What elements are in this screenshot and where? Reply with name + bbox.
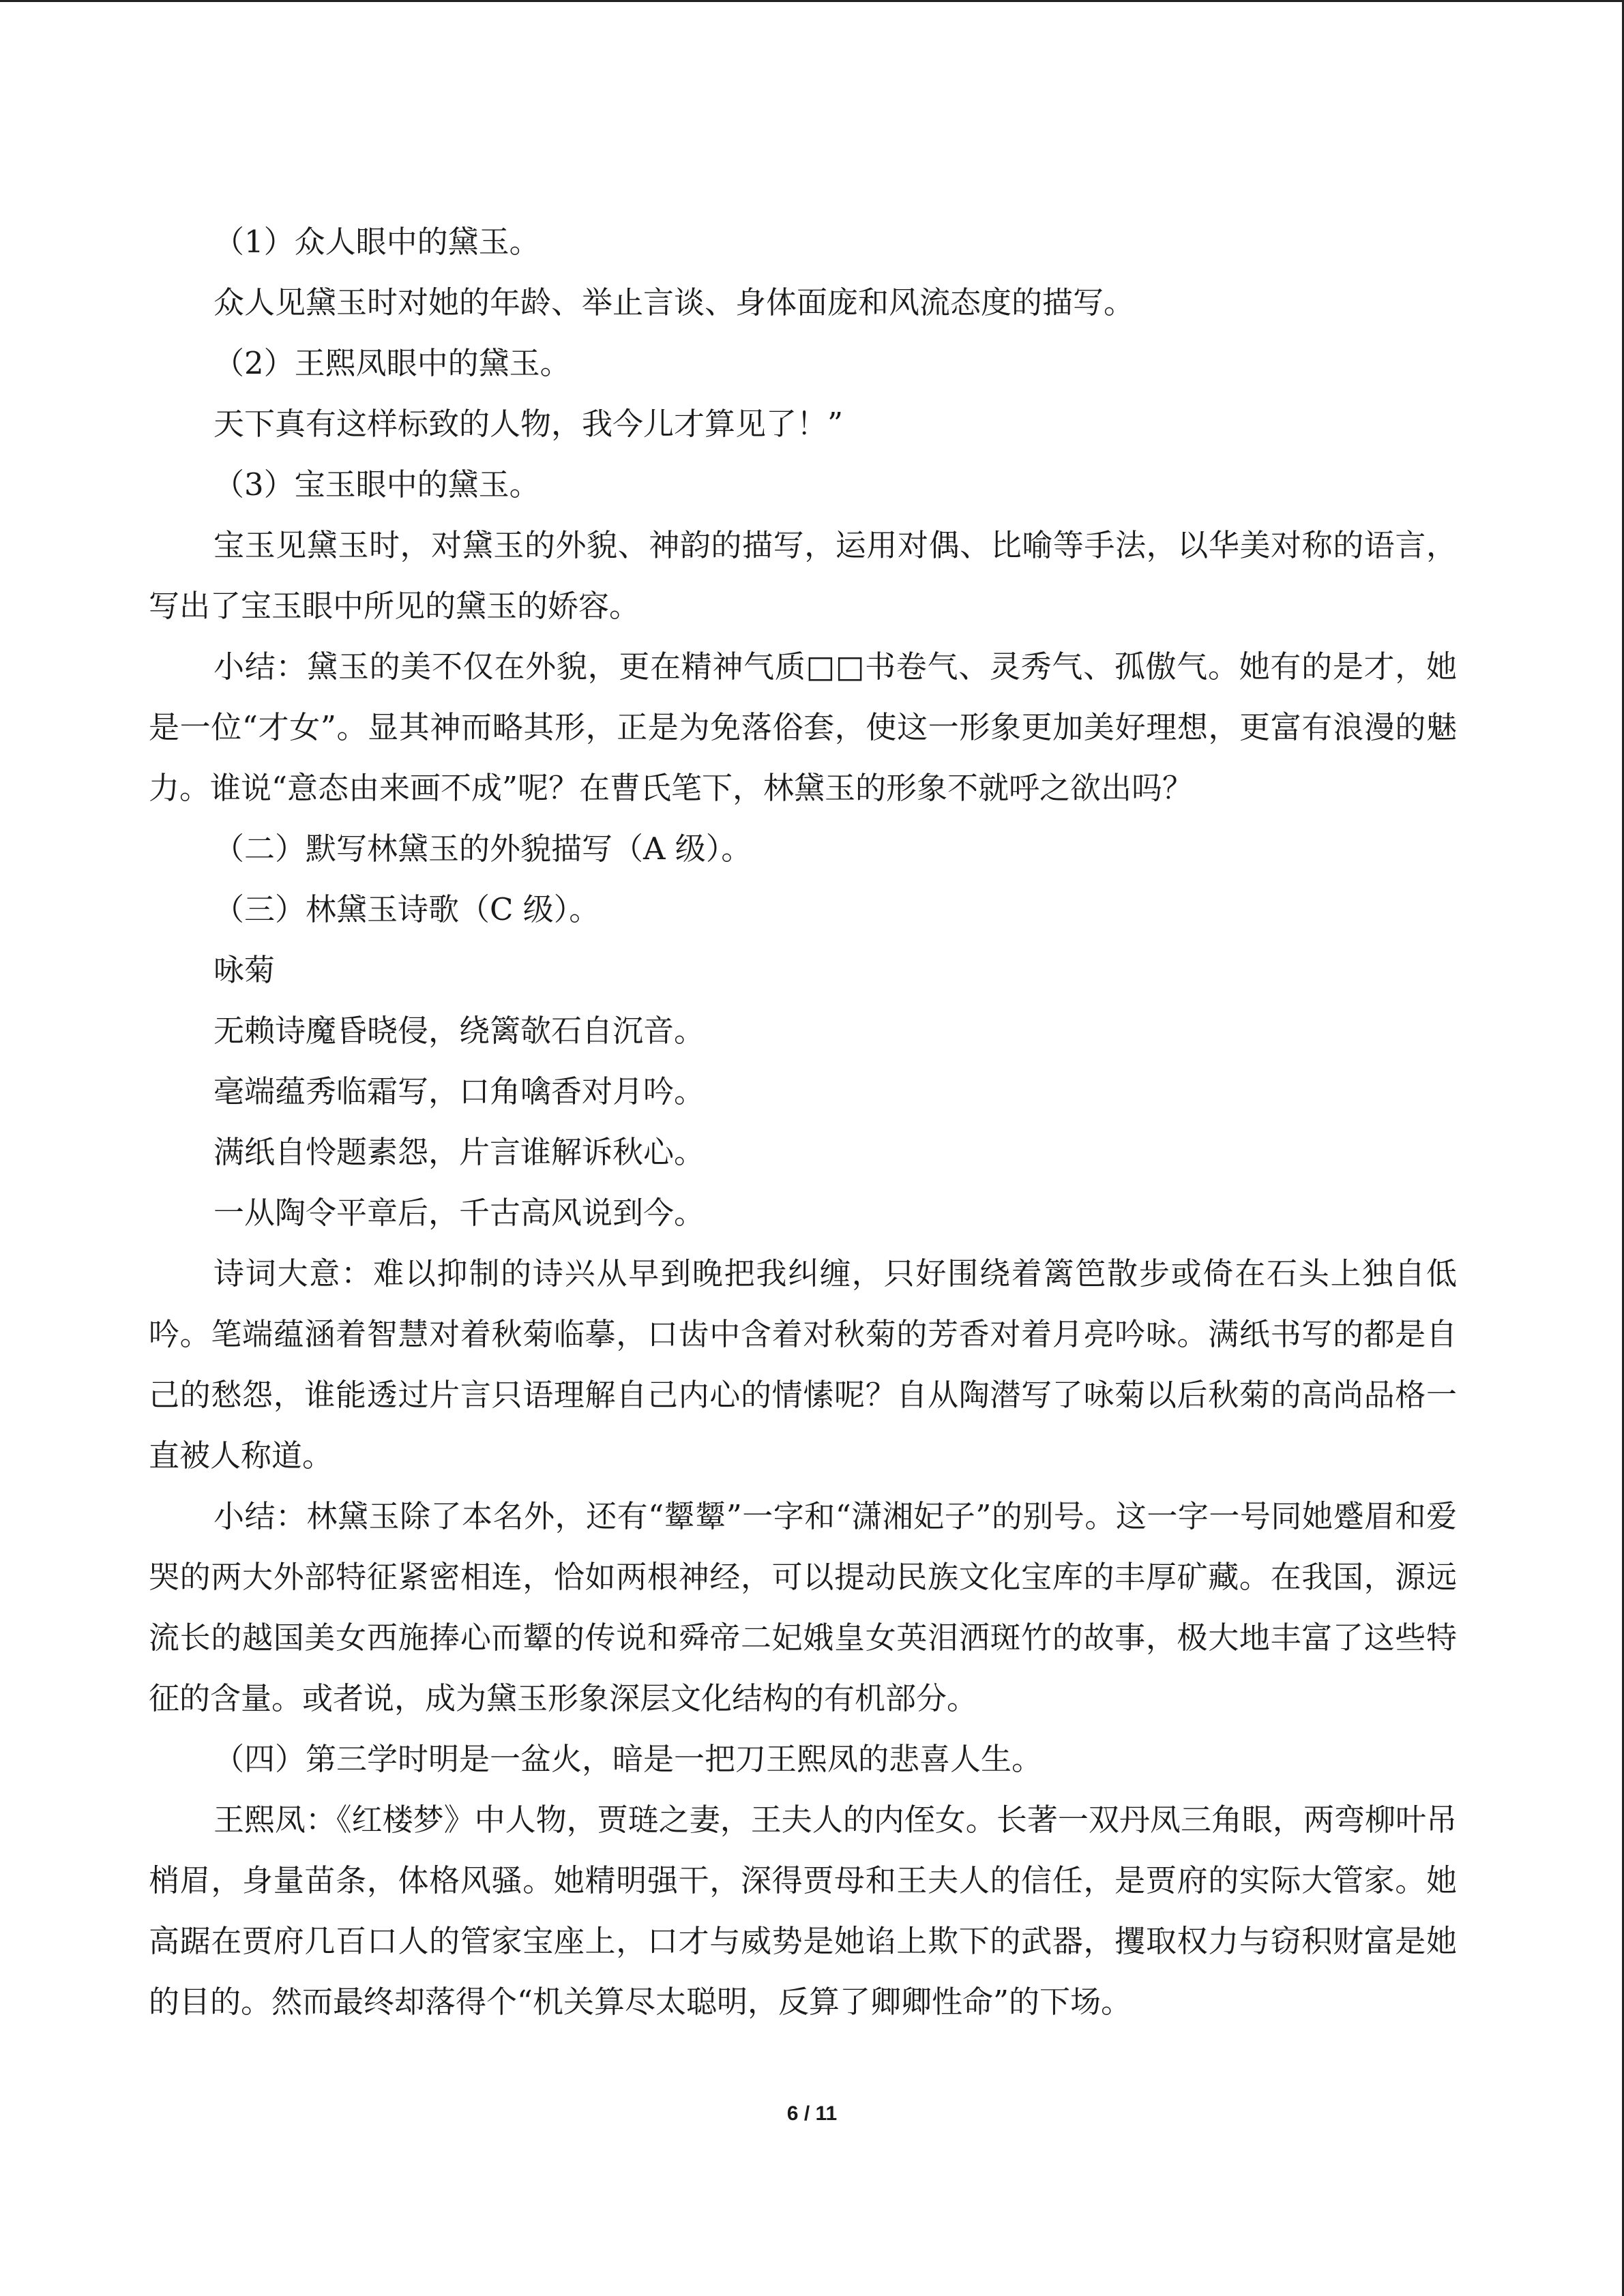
poem-line: 毫端蕴秀临霜写，口角噙香对月吟。 bbox=[213, 1073, 705, 1109]
poem-line: 无赖诗魔昏晓侵，绕篱欹石自沉音。 bbox=[213, 1013, 705, 1049]
paragraph: 小结：黛玉的美不仅在外貌，更在精神气质□□书卷气、灵秀气、孤傲气。她有的是才，她是一位“才女”。显其神而略其形，正是为免落俗套，使这一形象更加美好理想，更富有浪漫的魅力。谁说“意态由来画不成”呢？在曹氏笔下，林黛玉的形象不就呼之欲出吗？ bbox=[149, 648, 1457, 806]
paragraph: 小结：林黛玉除了本名外，还有“颦颦”一字和“潇湘妃子”的别号。这一字一号同她蹙眉和爱哭的两大外部特征紧密相连，恰如两根神经，可以提动民族文化宝库的丰厚矿藏。在我国，源远流长的越国美女西施捧心而颦的传说和舜帝二妃娥皇女英泪洒斑竹的故事，极大地丰富了这些特征的含量。或者说，成为黛玉形象深层文化结构的有机部分。 bbox=[149, 1498, 1457, 1716]
document-body bbox=[149, 211, 1457, 2032]
paragraph: （二）默写林黛玉的外貌描写（A 级）。 bbox=[213, 831, 752, 867]
paragraph: （2）王熙凤眼中的黛玉。 bbox=[213, 345, 571, 381]
paragraph: （四）第三学时明是一盆火，暗是一把刀王熙凤的悲喜人生。 bbox=[213, 1741, 1043, 1777]
paragraph: （3）宝玉眼中的黛玉。 bbox=[213, 466, 540, 503]
paragraph: 众人见黛玉时对她的年龄、举止言谈、身体面庞和风流态度的描写。 bbox=[213, 284, 1135, 320]
paragraph: 宝玉见黛玉时，对黛玉的外貌、神韵的描写，运用对偶、比喻等手法，以华美对称的语言，写出了宝玉眼中所见的黛玉的娇容。 bbox=[149, 527, 1457, 624]
paragraph: （1）众人眼中的黛玉。 bbox=[213, 224, 540, 260]
poem-line: 满纸自怜题素怨，片言谁解诉秋心。 bbox=[213, 1134, 705, 1170]
poem-title: 咏菊 bbox=[213, 952, 276, 988]
paragraph: 诗词大意：难以抑制的诗兴从早到晚把我纠缠，只好围绕着篱笆散步或倚在石头上独自低吟。笔端蕴涵着智慧对着秋菊临摹，口齿中含着对秋菊的芳香对着月亮吟咏。满纸书写的都是自己的愁怨，谁能透过片言只语理解自己内心的情愫呢？自从陶潜写了咏菊以后秋菊的高尚品格一直被人称道。 bbox=[149, 1255, 1457, 1474]
paragraph: 王熙凤：《红楼梦》中人物，贾琏之妻，王夫人的内侄女。长著一双丹凤三角眼，两弯柳叶吊梢眉，身量苗条，体格风骚。她精明强干，深得贾母和王夫人的信任，是贾府的实际大管家。她高踞在贾府几百口人的管家宝座上，口才与威势是她谄上欺下的武器，攫取权力与窃积财富是她的目的。然而最终却落得个“机关算尽太聪明，反算了卿卿性命”的下场。 bbox=[149, 1802, 1457, 2020]
poem-line: 一从陶令平章后，千古高风说到今。 bbox=[213, 1195, 705, 1231]
paragraph: （三）林黛玉诗歌（C 级）。 bbox=[213, 891, 600, 927]
paragraph: 天下真有这样标致的人物，我今儿才算见了！” bbox=[213, 406, 844, 442]
page-number: 6 / 11 bbox=[786, 2102, 838, 2125]
